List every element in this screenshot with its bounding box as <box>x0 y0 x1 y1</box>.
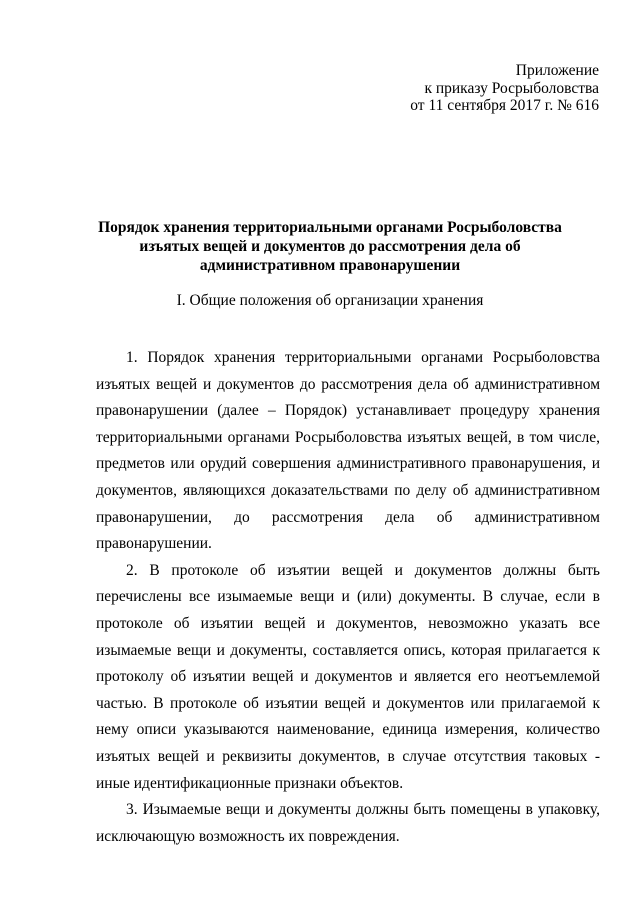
appendix-label: Приложение <box>515 62 599 79</box>
appendix-order-date: от 11 сентября 2017 г. № 616 <box>410 97 599 114</box>
section-heading: I. Общие положения об организации хранения <box>176 292 484 309</box>
document-title-line: Порядок хранения территориальными органами Росрыболовства <box>98 219 562 236</box>
document-body <box>96 345 600 850</box>
appendix-header <box>410 62 599 115</box>
appendix-order-reference: к приказу Росрыболовства <box>424 79 599 97</box>
paragraph-1: 1. Порядок хранения территориальными органами Росрыболовства изъятых вещей и документов до рассмотрения дела об административном правонарушении (далее – Порядок) устанавливает процедуру хранения территориальными органами Росрыболовства изъятых вещей, в том числе, предметов или орудий совершения административного правонарушения, и документов, являющихся доказательствами по делу об административном правонарушении, до рассмотрения дела об административном правонарушении. <box>96 349 600 553</box>
document-title <box>60 218 600 275</box>
paragraph-2: 2. В протоколе об изъятии вещей и документов должны быть перечислены все изымаемые вещи и (или) документы. В случае, если в протоколе об изъятии вещей и документов, невозможно указать все изымаемые вещи и документы, составляется опись, которая прилагается к протоколу об изъятии вещей и документов и является его неотъемлемой частью. В протоколе об изъятии вещей и документов или прилагаемой к нему описи указываются наименование, единица измерения, количество изъятых вещей и реквизиты документов, в случае отсутствия таковых - иные идентификационные признаки объектов. <box>96 561 600 792</box>
paragraph-3: 3. Изымаемые вещи и документы должны быть помещены в упаковку, исключающую возможность их повреждения. <box>96 801 600 845</box>
document-title-line: административном правонарушении <box>199 257 461 274</box>
document-title-line: изъятых вещей и документов до рассмотрения дела об <box>139 238 521 255</box>
